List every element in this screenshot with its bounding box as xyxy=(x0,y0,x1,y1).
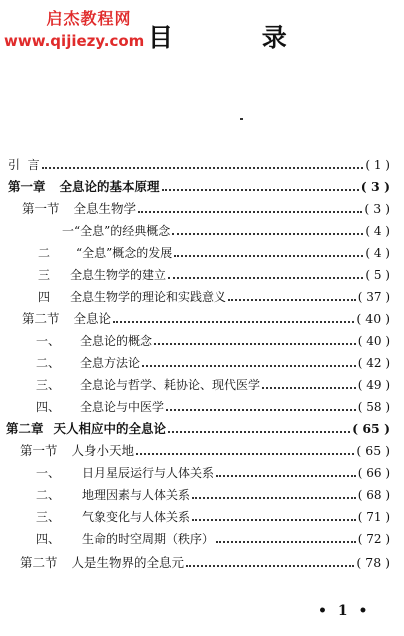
toc-page-number: ( 1 ) xyxy=(365,158,390,172)
toc-chapter-title: 全息论的基本原理 xyxy=(59,179,160,194)
toc-subsection-number: 三、 xyxy=(36,378,61,392)
toc-section-number: 第一节 xyxy=(22,201,60,216)
toc-section-number: 第二节 xyxy=(20,555,58,570)
dot-leader xyxy=(166,409,356,411)
toc-subsection-title: 全息方法论 xyxy=(80,356,141,370)
toc-subsection-title: 日月星辰运行与人体关系 xyxy=(82,466,215,480)
toc-subsection-title: 全息生物学的建立 xyxy=(70,268,167,282)
dot-leader xyxy=(42,167,364,169)
dot-leader xyxy=(262,387,356,389)
toc-section-title: 人是生物界的全息元 xyxy=(71,555,185,570)
toc-subsection-number: 四 xyxy=(38,290,51,304)
toc-subsection-number: 四、 xyxy=(36,532,61,546)
dot-leader xyxy=(168,431,350,433)
toc-page-number: ( 40 ) xyxy=(356,311,390,326)
dot-leader xyxy=(174,255,363,257)
dot-leader xyxy=(216,541,356,543)
toc-subsection xyxy=(36,326,390,348)
dot-leader xyxy=(136,453,354,455)
dot-leader xyxy=(192,519,356,521)
toc-subsection-title: “全息”的经典概念 xyxy=(74,224,171,238)
toc-subsection xyxy=(38,260,390,282)
dot-leader xyxy=(172,233,363,235)
toc-page-number: ( 3 ) xyxy=(360,179,390,194)
toc-page-number: ( 4 ) xyxy=(365,246,390,260)
toc-subsection xyxy=(36,370,390,392)
toc-subsection-number: 一、 xyxy=(36,334,61,348)
watermark-site-name: 启杰教程网 xyxy=(46,9,132,28)
toc-subsection xyxy=(36,392,390,414)
toc-section-number: 第一节 xyxy=(20,443,58,458)
toc-subsection xyxy=(36,458,390,480)
toc-entry xyxy=(8,150,390,172)
watermark-url: www.qijiezy.com xyxy=(4,32,145,50)
toc-subsection-number: 四、 xyxy=(36,400,61,414)
toc-subsection xyxy=(62,216,390,238)
toc-page-number: ( 4 ) xyxy=(365,224,390,238)
toc-subsection-number: 二、 xyxy=(36,488,61,502)
toc-page-number: ( 37 ) xyxy=(357,290,390,304)
toc-page-number: ( 66 ) xyxy=(357,466,390,480)
dot-leader xyxy=(186,565,354,567)
toc-subsection-number: 一、 xyxy=(36,466,61,480)
toc-subsection-title: 全息论与哲学、耗协论、现代医学 xyxy=(80,378,261,392)
toc-section xyxy=(22,194,390,216)
toc-page-number: ( 3 ) xyxy=(364,201,390,216)
toc-chapter xyxy=(6,414,390,436)
dot-leader xyxy=(138,211,362,213)
print-speck xyxy=(240,118,243,120)
toc-section-title: 人身小天地 xyxy=(71,443,135,458)
toc-chapter-number: 第二章 xyxy=(6,421,44,436)
toc-section-title: 全息生物学 xyxy=(73,201,137,216)
page-number-footer: • 1 • xyxy=(318,603,371,619)
toc-subsection-number: 二 xyxy=(38,246,51,260)
dot-leader xyxy=(142,365,356,367)
toc-subsection xyxy=(38,238,390,260)
toc-subsection-title: 全息论与中医学 xyxy=(80,400,165,414)
toc-page-number: ( 78 ) xyxy=(356,555,390,570)
toc-subsection-title: 全息论的概念 xyxy=(80,334,153,348)
dot-leader xyxy=(168,277,363,279)
dot-leader xyxy=(216,475,356,477)
toc-section xyxy=(20,436,390,458)
toc-subsection xyxy=(36,502,390,524)
toc-page-number: ( 5 ) xyxy=(365,268,390,282)
toc-subsection-number: 三 xyxy=(38,268,51,282)
toc-entry-label: 引 言 xyxy=(8,158,40,172)
toc-section-number: 第二节 xyxy=(22,311,60,326)
toc-page-number: ( 49 ) xyxy=(357,378,390,392)
dot-leader xyxy=(228,299,356,301)
toc-subsection xyxy=(36,524,390,546)
dot-leader xyxy=(154,343,356,345)
toc-section-title: 全息论 xyxy=(73,311,112,326)
dot-leader xyxy=(162,189,359,191)
toc-section xyxy=(22,304,390,326)
toc-chapter-title: 天人相应中的全息论 xyxy=(53,421,167,436)
page-title: 目 录 xyxy=(148,23,327,52)
toc-page-number: ( 40 ) xyxy=(357,334,390,348)
toc-page-number: ( 71 ) xyxy=(357,510,390,524)
toc-page-number: ( 42 ) xyxy=(357,356,390,370)
toc-subsection-title: 气象变化与人体关系 xyxy=(82,510,191,524)
toc-subsection-title: “全息”概念的发展 xyxy=(76,246,173,260)
toc-subsection xyxy=(36,348,390,370)
toc-subsection-number: 二、 xyxy=(36,356,61,370)
toc-subsection-title: 全息生物学的理论和实践意义 xyxy=(70,290,227,304)
toc-subsection xyxy=(36,480,390,502)
toc-subsection-number: 三、 xyxy=(36,510,61,524)
toc-subsection-title: 生命的时空周期（秩序） xyxy=(82,532,215,546)
dot-leader xyxy=(113,321,354,323)
dot-leader xyxy=(192,497,356,499)
toc-chapter-number: 第一章 xyxy=(8,179,46,194)
toc-page-number: ( 65 ) xyxy=(356,443,390,458)
toc-page-number: ( 65 ) xyxy=(352,421,390,436)
toc-subsection-title: 地理因素与人体关系 xyxy=(82,488,191,502)
toc-chapter xyxy=(8,172,390,194)
toc-page-number: ( 58 ) xyxy=(357,400,390,414)
toc-subsection-number: 一 xyxy=(62,224,75,238)
toc-page-number: ( 72 ) xyxy=(357,532,390,546)
toc-section xyxy=(20,548,390,570)
toc-page-number: ( 68 ) xyxy=(357,488,390,502)
toc-subsection xyxy=(38,282,390,304)
